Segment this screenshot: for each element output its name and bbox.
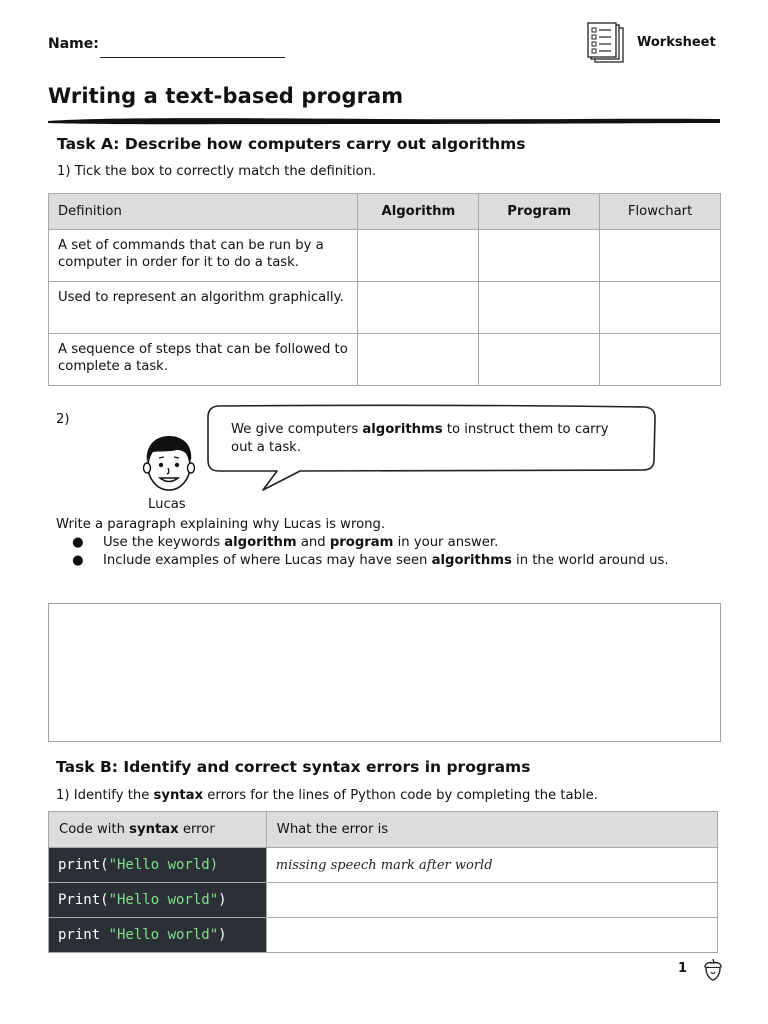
code-token: print (58, 927, 109, 943)
worksheet-label: Worksheet (637, 35, 716, 50)
tick-box-flowchart[interactable] (600, 282, 721, 334)
tick-box-algorithm[interactable] (358, 230, 479, 282)
code-token: ) (218, 927, 227, 943)
error-answer-cell[interactable] (266, 918, 717, 953)
acorn-logo-icon (702, 956, 724, 982)
tick-box-algorithm[interactable] (358, 282, 479, 334)
definition-cell: A set of commands that can be run by a computer in order for it to do a task. (49, 230, 358, 282)
col-header-code (49, 812, 267, 848)
table-row (49, 230, 721, 282)
tick-box-program[interactable] (479, 334, 600, 386)
code-cell (49, 883, 267, 918)
task-a-question-1: 1) Tick the box to correctly match the definition. (57, 164, 377, 179)
code-string: "Hello world) (108, 857, 219, 873)
question-text: errors for the lines of Python code by completing the table. (203, 788, 598, 803)
table-row (49, 918, 718, 953)
code-token: Print( (58, 892, 109, 908)
header-keyword: syntax (129, 822, 179, 837)
name-label: Name: (48, 36, 99, 52)
bullet-keyword: program (329, 535, 394, 550)
page-title: Writing a text-based program (48, 84, 404, 108)
tick-box-program[interactable] (479, 230, 600, 282)
lucas-avatar (139, 432, 199, 494)
definition-cell: Used to represent an algorithm graphically. (49, 282, 358, 334)
question-keyword: syntax (153, 788, 204, 803)
bullet-keyword: algorithm (224, 535, 297, 550)
col-header-flowchart: Flowchart (600, 194, 721, 230)
tick-box-algorithm[interactable] (358, 334, 479, 386)
col-header-definition: Definition (49, 194, 358, 230)
answer-box[interactable] (48, 603, 721, 742)
bullet-dot: ● (72, 553, 84, 568)
speech-keyword: algorithms (362, 422, 443, 437)
bullet-dot: ● (72, 535, 84, 550)
col-header-program: Program (479, 194, 600, 230)
syntax-error-table (48, 811, 718, 953)
bullet-text: and (296, 535, 330, 550)
task-a-heading: Task A: Describe how computers carry out algorithms (57, 135, 526, 153)
definition-table (48, 193, 721, 386)
code-token: print( (58, 857, 109, 873)
worksheet-icon (586, 22, 628, 66)
speech-text-part: to instruct them to carry out a task. (231, 422, 609, 455)
task-b-question-1 (56, 787, 598, 805)
syntax-table-header (49, 812, 718, 848)
question-text: 1) Identify the (56, 788, 154, 803)
speech-text-part: We give computers (231, 422, 363, 437)
character-name: Lucas (148, 497, 186, 512)
bullet-text: in your answer. (393, 535, 499, 550)
task-b-heading: Task B: Identify and correct syntax errors in programs (56, 758, 531, 776)
bullet-keyword: algorithms (431, 553, 512, 568)
code-cell (49, 848, 267, 883)
title-underline (46, 114, 722, 128)
header-text: Code with (59, 822, 130, 837)
table-row (49, 282, 721, 334)
table-row (49, 883, 718, 918)
col-header-algorithm: Algorithm (358, 194, 479, 230)
list-item (56, 534, 721, 552)
table-row (49, 334, 721, 386)
bullet-text: Use the keywords (103, 535, 225, 550)
tick-box-flowchart[interactable] (600, 334, 721, 386)
bullet-text: in the world around us. (511, 553, 669, 568)
speech-bubble-text (231, 421, 631, 457)
code-token: ) (218, 892, 227, 908)
header-text: error (178, 822, 215, 837)
task-a-instruction: Write a paragraph explaining why Lucas is wrong. (56, 517, 386, 532)
definition-table-header (49, 194, 721, 230)
code-string: "Hello world" (108, 927, 219, 943)
task-a-question-2-number: 2) (56, 412, 70, 427)
tick-box-flowchart[interactable] (600, 230, 721, 282)
bullet-list (56, 534, 721, 570)
table-row (49, 848, 718, 883)
code-cell (49, 918, 267, 953)
error-answer-cell[interactable] (266, 883, 717, 918)
page-number: 1 (678, 961, 688, 976)
definition-cell: A sequence of steps that can be followed to complete a task. (49, 334, 358, 386)
tick-box-program[interactable] (479, 282, 600, 334)
error-answer-cell[interactable]: missing speech mark after world (266, 848, 717, 883)
code-string: "Hello world" (108, 892, 219, 908)
list-item (56, 552, 721, 570)
name-field-line[interactable] (100, 57, 285, 58)
col-header-error: What the error is (266, 812, 717, 848)
bullet-text: Include examples of where Lucas may have seen (103, 553, 432, 568)
